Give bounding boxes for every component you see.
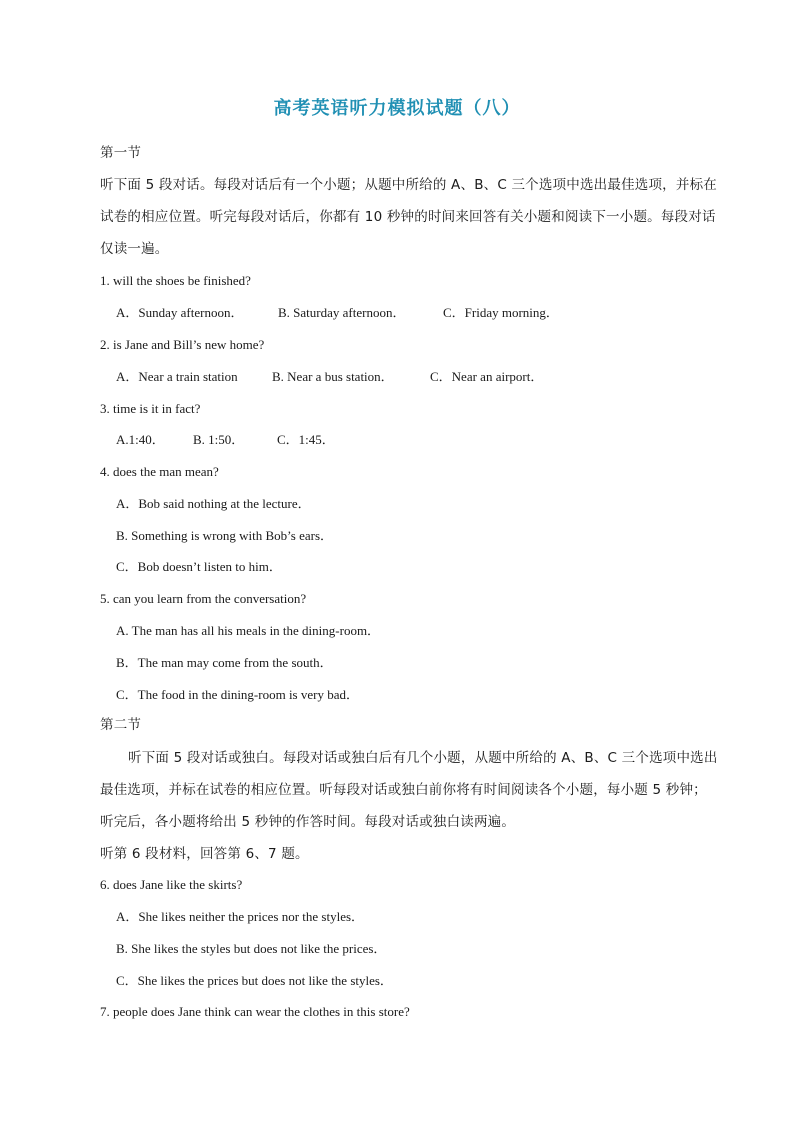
question-1-option-b: B. Saturday afternoon． — [278, 305, 406, 320]
question-6: 6. does Jane like the skirts? — [100, 877, 243, 892]
question-3-option-a: A.1:40． — [116, 432, 165, 447]
section2-instruction-line-1: 听下面 5 段对话或独白。每段对话或独白后有几个小题，从题中所给的 A、B、C 三个选项中选出 — [128, 750, 718, 766]
question-2-option-c: C．Near an airport． — [430, 369, 544, 384]
question-5: 5. can you learn from the conversation? — [100, 591, 307, 606]
section1-instruction-line-2: 试卷的相应位置。听完每段对话后，你都有 10 秒钟的时间来回答有关小题和阅读下一小题。每段对话 — [100, 209, 716, 225]
question-5-option-c: C．The food in the dining-room is very bad． — [116, 687, 359, 702]
question-4: 4. does the man mean? — [100, 464, 219, 479]
question-6-option-c: C．She likes the prices but does not like the styles． — [116, 973, 393, 988]
section2-instruction-line-3: 听完后，各小题将给出 5 秒钟的作答时间。每段对话或独白读两遍。 — [100, 814, 516, 830]
question-2-option-a: A．Near a train station — [116, 369, 238, 384]
section2-instruction-line-2: 最佳选项，并标在试卷的相应位置。听每段对话或独白前你将有时间阅读各个小题，每小题 5 秒钟； — [100, 782, 707, 798]
question-2-options — [116, 368, 676, 386]
question-4-option-a: A．Bob said nothing at the lecture． — [116, 496, 311, 511]
question-2-option-b: B. Near a bus station． — [272, 369, 394, 384]
section2-heading: 第二节 — [100, 717, 142, 733]
question-3-option-b: B. 1:50． — [193, 432, 245, 447]
question-1-options — [116, 304, 676, 322]
question-4-option-c: C．Bob doesn’t listen to him． — [116, 559, 282, 574]
section1-instruction-line-3: 仅读一遍。 — [100, 241, 169, 257]
section1-instruction-line-1: 听下面 5 段对话。每段对话后有一个小题；从题中所给的 A、B、C 三个选项中选出最佳选项，并标在 — [100, 177, 717, 193]
question-5-option-b: B．The man may come from the south． — [116, 655, 333, 670]
material-note: 听第 6 段材料，回答第 6、7 题。 — [100, 846, 309, 862]
question-1: 1. will the shoes be finished? — [100, 273, 251, 288]
question-6-option-a: A．She likes neither the prices nor the styles． — [116, 909, 365, 924]
question-3: 3. time is it in fact? — [100, 401, 201, 416]
question-1-option-c: C．Friday morning． — [443, 305, 559, 320]
question-4-option-b: B. Something is wrong with Bob’s ears． — [116, 528, 334, 543]
question-5-option-a: A. The man has all his meals in the dining-room． — [116, 623, 381, 638]
page-title: 高考英语听力模拟试题（八） — [273, 98, 521, 119]
question-2: 2. is Jane and Bill’s new home? — [100, 337, 265, 352]
question-3-option-c: C．1:45． — [277, 432, 335, 447]
question-1-option-a: A．Sunday afternoon． — [116, 305, 244, 320]
question-7: 7. people does Jane think can wear the clothes in this store? — [100, 1004, 410, 1019]
question-6-option-b: B. She likes the styles but does not like the prices． — [116, 941, 387, 956]
section1-heading: 第一节 — [100, 145, 142, 161]
question-3-options — [116, 431, 676, 449]
